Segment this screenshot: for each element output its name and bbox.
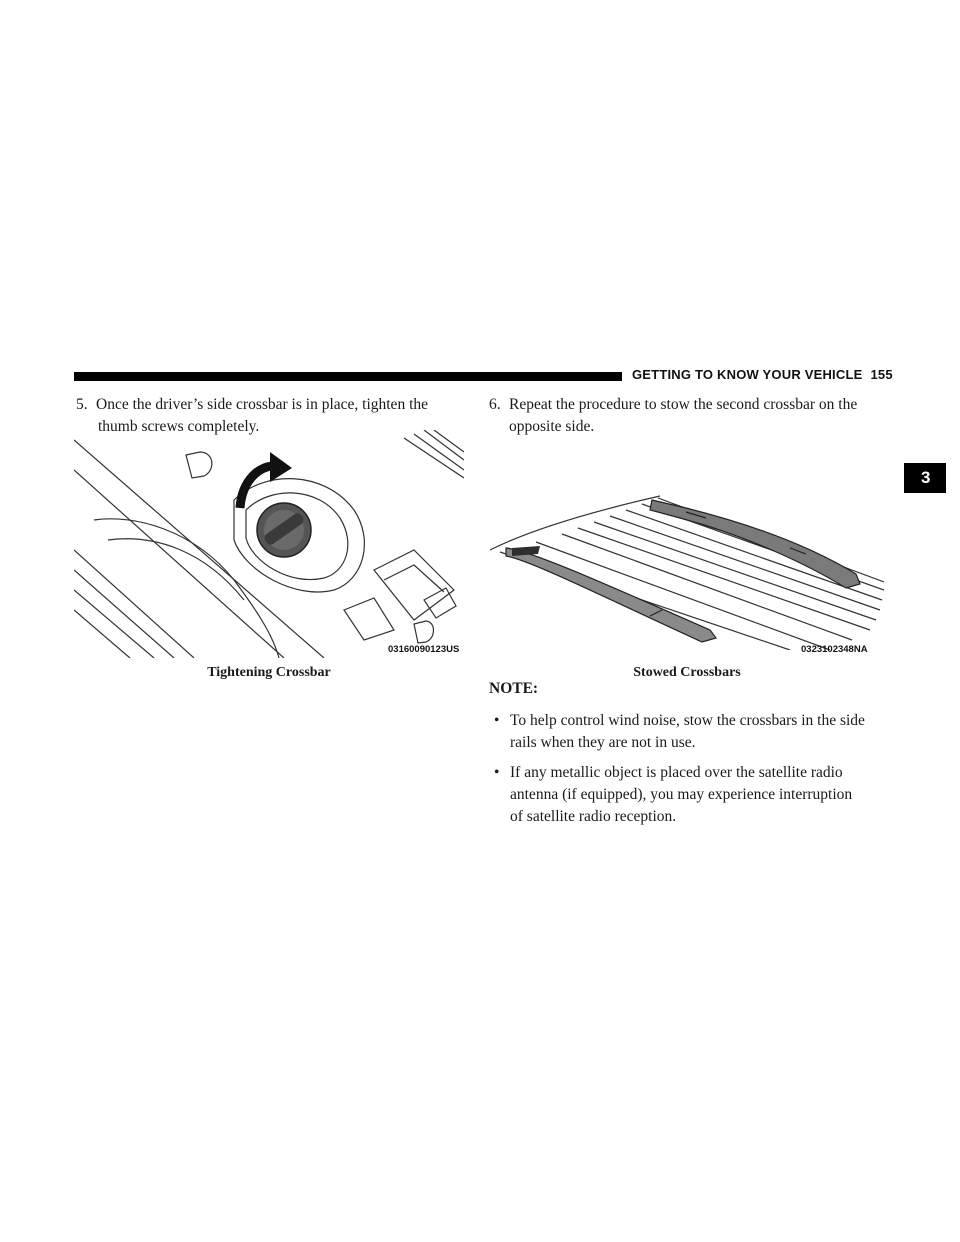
step-text-line-1: Repeat the procedure to stow the second crossbar on the <box>509 396 858 413</box>
bullet-text-line-2: rails when they are not in use. <box>510 734 696 751</box>
bullet-icon: • <box>494 764 500 781</box>
bullet-text-line-1: If any metallic object is placed over the satellite radio <box>510 764 843 781</box>
bullet-text-line-3: of satellite radio reception. <box>510 808 677 825</box>
stowed-crossbars-illustration <box>490 490 884 650</box>
bullet-icon: • <box>494 712 500 729</box>
step-text-line-1: Once the driver’s side crossbar is in place, tighten the <box>96 396 429 413</box>
section-title: GETTING TO KNOW YOUR VEHICLE <box>632 367 863 382</box>
page-number: 155 <box>870 367 893 382</box>
figure-code: 0323102348NA <box>801 644 868 655</box>
header-rule <box>74 372 622 381</box>
chapter-tab: 3 <box>904 463 946 493</box>
note-bullet <box>494 710 882 754</box>
figure-caption: Stowed Crossbars <box>633 665 741 680</box>
step-6 <box>489 394 883 438</box>
figure-code: 03160090123US <box>388 644 460 655</box>
figure-caption: Tightening Crossbar <box>207 665 331 680</box>
step-text-line-2: opposite side. <box>509 418 595 435</box>
step-number: 6. <box>489 396 501 413</box>
tightening-crossbar-illustration <box>74 430 464 658</box>
note-bullet <box>494 762 882 828</box>
step-text-line-2: thumb screws completely. <box>98 418 260 435</box>
step-number: 5. <box>76 396 88 413</box>
bullet-text-line-1: To help control wind noise, stow the crossbars in the side <box>510 712 865 729</box>
running-header <box>632 367 893 382</box>
bullet-text-line-2: antenna (if equipped), you may experience interruption <box>510 786 853 803</box>
crossbar-thumbscrew-drawing <box>74 430 464 658</box>
roof-crossbars-drawing <box>490 490 884 650</box>
note-heading: NOTE: <box>489 680 539 697</box>
